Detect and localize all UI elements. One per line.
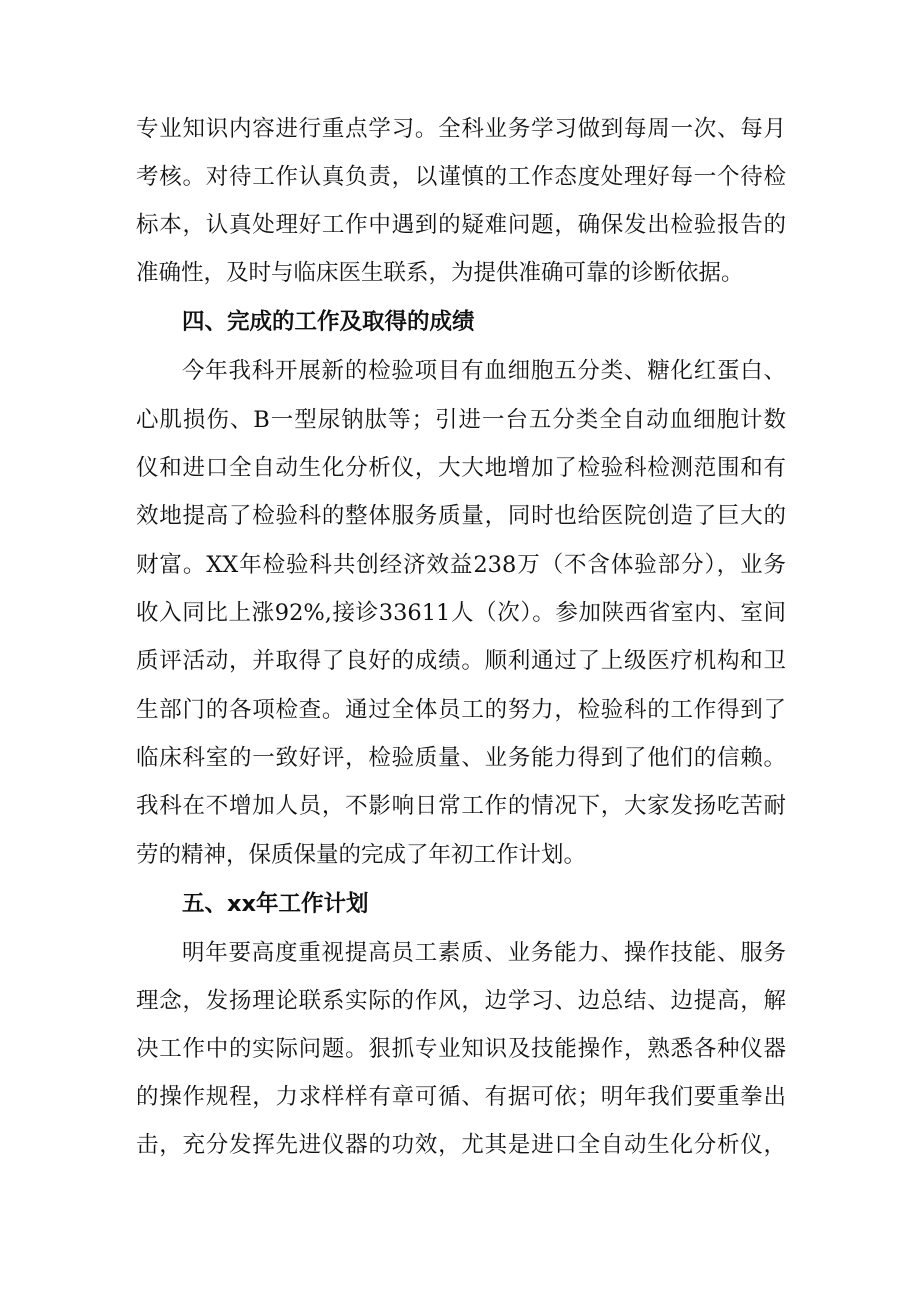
paragraph-line: 财富。XX年检验科共创经济效益238万（不含体验部分），业务 bbox=[136, 552, 786, 578]
paragraph-line: 效地提高了检验科的整体服务质量，同时也给医院创造了巨大的 bbox=[136, 503, 786, 529]
paragraph-line: 劳的精神，保质保量的完成了年初工作计划。 bbox=[136, 842, 587, 868]
paragraph-line: 我科在不增加人员，不影响日常工作的情况下，大家发扬吃苦耐 bbox=[136, 793, 786, 819]
paragraph-line: 理念，发扬理论联系实际的作风，边学习、边总结、边提高，解 bbox=[136, 988, 786, 1014]
paragraph-line: 心肌损伤、B一型尿钠肽等；引进一台五分类全自动血细胞计数 bbox=[136, 407, 786, 433]
paragraph-line: 专业知识内容进行重点学习。全科业务学习做到每周一次、每月 bbox=[136, 116, 786, 142]
paragraph-line: 考核。对待工作认真负责，以谨慎的工作态度处理好每一个待检 bbox=[136, 164, 786, 190]
paragraph-line: 今年我科开展新的检验项目有血细胞五分类、糖化红蛋白、 bbox=[182, 358, 786, 384]
paragraph-line: 仪和进口全自动生化分析仪，大大地增加了检验科检测范围和有 bbox=[136, 455, 786, 481]
section-heading-4: 四、完成的工作及取得的成绩 bbox=[182, 309, 475, 335]
paragraph-line: 临床科室的一致好评，检验质量、业务能力得到了他们的信赖。 bbox=[136, 745, 786, 771]
section-heading-5: 五、xx年工作计划 bbox=[182, 891, 369, 917]
paragraph-line: 明年要高度重视提高员工素质、业务能力、操作技能、服务 bbox=[182, 940, 786, 966]
paragraph-line: 准确性，及时与临床医生联系，为提供准确可靠的诊断依据。 bbox=[136, 260, 744, 286]
paragraph-line: 击，充分发挥先进仪器的功效，尤其是进口全自动生化分析仪， bbox=[136, 1132, 786, 1158]
paragraph-line: 标本，认真处理好工作中遇到的疑难问题，确保发出检验报告的 bbox=[136, 212, 786, 238]
paragraph-line: 决工作中的实际问题。狠抓专业知识及技能操作，熟悉各种仪器 bbox=[136, 1036, 786, 1062]
paragraph-line: 的操作规程，力求样样有章可循、有据可依；明年我们要重拳出 bbox=[136, 1084, 786, 1110]
paragraph-line: 质评活动，并取得了良好的成绩。顺利通过了上级医疗机构和卫 bbox=[136, 648, 786, 674]
paragraph-line: 收入同比上涨92%,接诊33611人（次）。参加陕西省室内、室间 bbox=[136, 600, 786, 626]
paragraph-line: 生部门的各项检查。通过全体员工的努力，检验科的工作得到了 bbox=[136, 697, 786, 723]
